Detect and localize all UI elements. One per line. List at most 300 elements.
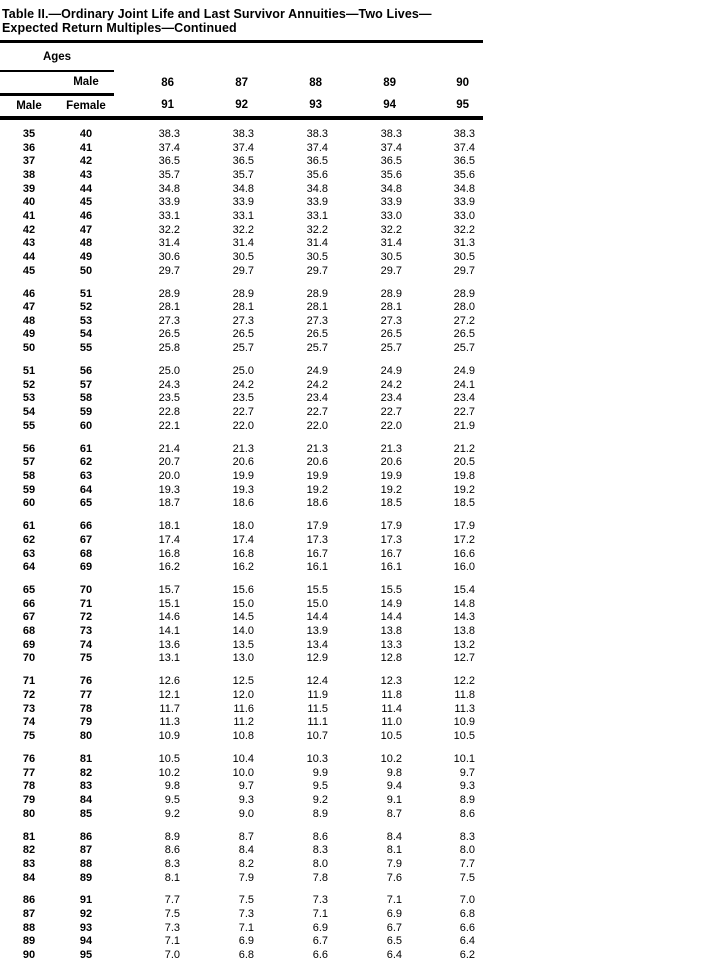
multiple-value-cell: 12.9 xyxy=(306,652,328,665)
multiple-value-cell: 9.3 xyxy=(238,793,254,806)
female-age-cell: 55 xyxy=(79,342,93,355)
male-age-cell: 78 xyxy=(22,780,36,793)
male-age-cell: 54 xyxy=(22,406,36,419)
multiple-value-cell: 28.1 xyxy=(380,301,402,314)
multiple-value-cell: 34.8 xyxy=(306,182,328,195)
multiple-value-cell: 28.0 xyxy=(453,301,475,314)
multiple-value-cell: 10.5 xyxy=(453,730,475,743)
male-age-cell: 83 xyxy=(22,857,36,870)
multiple-value-cell: 27.3 xyxy=(306,314,328,327)
multiple-value-cell: 15.0 xyxy=(232,597,254,610)
female-age-cell: 92 xyxy=(79,908,93,921)
multiple-value-cell: 10.2 xyxy=(158,766,180,779)
multiple-value-cell: 24.2 xyxy=(306,378,328,391)
female-age-cell: 61 xyxy=(79,442,93,455)
col-header-female-94: 94 xyxy=(336,94,410,118)
female-age-cell: 73 xyxy=(79,625,93,638)
multiple-value-cell: 17.9 xyxy=(380,520,402,533)
female-age-cell: 76 xyxy=(79,675,93,688)
table-row xyxy=(0,365,483,379)
multiple-value-cell: 36.5 xyxy=(158,155,180,168)
table-header xyxy=(0,42,483,119)
multiple-value-cell: 9.8 xyxy=(164,780,180,793)
multiple-value-cell: 9.4 xyxy=(386,780,402,793)
multiple-value-cell: 37.4 xyxy=(232,141,254,154)
block-spacer xyxy=(0,744,483,753)
multiple-value-cell: 33.9 xyxy=(158,196,180,209)
female-age-cell: 59 xyxy=(79,406,93,419)
multiple-value-cell: 15.0 xyxy=(306,597,328,610)
multiple-value-cell: 25.0 xyxy=(232,365,254,378)
female-age-cell: 89 xyxy=(79,871,93,884)
multiple-value-cell: 7.0 xyxy=(164,949,180,962)
multiple-value-cell: 8.2 xyxy=(238,857,254,870)
table-row xyxy=(0,794,483,808)
multiple-value-cell: 38.3 xyxy=(232,128,254,140)
multiple-value-cell: 20.0 xyxy=(158,469,180,482)
male-age-cell: 62 xyxy=(22,533,36,546)
multiple-value-cell: 19.2 xyxy=(453,483,475,496)
table-row xyxy=(0,142,483,156)
female-age-cell: 49 xyxy=(79,250,93,263)
multiple-value-cell: 33.1 xyxy=(306,209,328,222)
multiple-value-cell: 17.4 xyxy=(232,533,254,546)
multiple-value-cell: 25.0 xyxy=(158,365,180,378)
block-spacer xyxy=(0,575,483,584)
multiple-value-cell: 14.6 xyxy=(158,611,180,624)
multiple-value-cell: 21.9 xyxy=(453,419,475,432)
multiple-value-cell: 24.1 xyxy=(453,378,475,391)
male-age-cell: 60 xyxy=(22,497,36,510)
male-age-cell: 52 xyxy=(22,378,36,391)
multiple-value-cell: 6.6 xyxy=(459,921,475,934)
male-age-cell: 87 xyxy=(22,908,36,921)
multiple-value-cell: 22.1 xyxy=(158,419,180,432)
male-age-cell: 43 xyxy=(22,237,36,250)
female-age-cell: 68 xyxy=(79,547,93,560)
multiple-value-cell: 11.7 xyxy=(159,702,180,715)
table-title xyxy=(0,0,725,35)
multiple-value-cell: 29.7 xyxy=(158,264,180,277)
multiple-value-cell: 14.0 xyxy=(232,625,254,638)
multiple-value-cell: 18.5 xyxy=(453,497,475,510)
male-age-cell: 65 xyxy=(22,584,36,597)
multiple-value-cell: 18.7 xyxy=(158,497,180,510)
multiple-value-cell: 37.4 xyxy=(453,141,475,154)
multiple-value-cell: 18.6 xyxy=(232,497,254,510)
annuity-table xyxy=(0,40,483,963)
multiple-value-cell: 34.8 xyxy=(158,182,180,195)
table-row xyxy=(0,128,483,142)
multiple-value-cell: 20.6 xyxy=(380,456,402,469)
multiple-value-cell: 26.5 xyxy=(380,328,402,341)
table-row xyxy=(0,392,483,406)
multiple-value-cell: 10.1 xyxy=(453,752,475,765)
female-age-cell: 42 xyxy=(79,155,93,168)
multiple-value-cell: 17.9 xyxy=(453,520,475,533)
multiple-value-cell: 6.9 xyxy=(238,935,254,948)
multiple-value-cell: 11.8 xyxy=(381,689,402,702)
multiple-value-cell: 27.3 xyxy=(232,314,254,327)
multiple-value-cell: 24.9 xyxy=(380,365,402,378)
female-age-cell: 43 xyxy=(79,168,93,181)
header-blank-cell xyxy=(0,71,58,94)
multiple-value-cell: 30.5 xyxy=(453,250,475,263)
multiple-value-cell: 15.7 xyxy=(158,584,180,597)
table-row xyxy=(0,224,483,238)
multiple-value-cell: 25.8 xyxy=(158,342,180,355)
multiple-value-cell: 7.5 xyxy=(459,871,475,884)
header-spacer-cell xyxy=(114,42,483,72)
multiple-value-cell: 26.5 xyxy=(232,328,254,341)
multiple-value-cell: 6.5 xyxy=(386,935,402,948)
multiple-value-cell: 13.5 xyxy=(232,638,254,651)
multiple-value-cell: 35.6 xyxy=(306,168,328,181)
multiple-value-cell: 27.3 xyxy=(380,314,402,327)
table-row xyxy=(0,196,483,210)
multiple-value-cell: 16.8 xyxy=(232,547,254,560)
female-age-cell: 46 xyxy=(79,209,93,222)
multiple-value-cell: 32.2 xyxy=(158,223,180,236)
table-row xyxy=(0,379,483,393)
multiple-value-cell: 22.7 xyxy=(453,406,475,419)
multiple-value-cell: 32.2 xyxy=(232,223,254,236)
multiple-value-cell: 14.1 xyxy=(158,625,180,638)
multiple-value-cell: 11.3 xyxy=(159,716,180,729)
multiple-value-cell: 17.3 xyxy=(380,533,402,546)
block-spacer xyxy=(0,278,483,287)
multiple-value-cell: 9.9 xyxy=(312,766,328,779)
multiple-value-cell: 15.5 xyxy=(380,584,402,597)
col-header-male-86: 86 xyxy=(161,76,174,89)
female-age-cell: 84 xyxy=(79,793,93,806)
table-row xyxy=(0,716,483,730)
multiple-value-cell: 9.8 xyxy=(386,766,402,779)
multiple-value-cell: 15.6 xyxy=(232,584,254,597)
female-age-cell: 67 xyxy=(79,533,93,546)
col-header-female-95: 95 xyxy=(410,94,483,118)
male-age-cell: 75 xyxy=(22,730,36,743)
multiple-value-cell: 36.5 xyxy=(380,155,402,168)
female-age-cell: 62 xyxy=(79,456,93,469)
multiple-value-cell: 10.2 xyxy=(380,752,402,765)
multiple-value-cell: 19.3 xyxy=(232,483,254,496)
table-row xyxy=(0,561,483,575)
female-age-cell: 52 xyxy=(79,301,93,314)
multiple-value-cell: 17.9 xyxy=(306,520,328,533)
table-row xyxy=(0,703,483,717)
multiple-value-cell: 11.5 xyxy=(307,702,328,715)
multiple-value-cell: 22.7 xyxy=(232,406,254,419)
female-age-cell: 69 xyxy=(79,561,93,574)
block-spacer xyxy=(0,356,483,365)
multiple-value-cell: 6.8 xyxy=(459,908,475,921)
table-row xyxy=(0,288,483,302)
multiple-value-cell: 33.9 xyxy=(380,196,402,209)
multiple-value-cell: 33.9 xyxy=(232,196,254,209)
male-age-cell: 68 xyxy=(22,625,36,638)
male-age-cell: 51 xyxy=(22,365,36,378)
table-row xyxy=(0,949,483,963)
multiple-value-cell: 37.4 xyxy=(306,141,328,154)
female-age-cell: 70 xyxy=(79,584,93,597)
multiple-value-cell: 25.7 xyxy=(453,342,475,355)
female-age-cell: 82 xyxy=(79,766,93,779)
male-age-cell: 45 xyxy=(22,264,36,277)
multiple-value-cell: 11.6 xyxy=(233,702,254,715)
female-age-cell: 66 xyxy=(79,520,93,533)
multiple-value-cell: 28.9 xyxy=(232,287,254,300)
col-header-female-92: 92 xyxy=(188,94,262,118)
multiple-value-cell: 33.9 xyxy=(453,196,475,209)
multiple-value-cell: 27.3 xyxy=(158,314,180,327)
multiple-value-cell: 38.3 xyxy=(453,128,475,140)
male-age-cell: 69 xyxy=(22,638,36,651)
multiple-value-cell: 21.3 xyxy=(232,442,254,455)
multiple-value-cell: 8.9 xyxy=(459,793,475,806)
multiple-value-cell: 32.2 xyxy=(453,223,475,236)
multiple-value-cell: 28.9 xyxy=(453,287,475,300)
multiple-value-cell: 10.4 xyxy=(232,752,254,765)
male-age-cell: 64 xyxy=(22,561,36,574)
multiple-value-cell: 12.3 xyxy=(380,675,402,688)
multiple-value-cell: 8.6 xyxy=(164,844,180,857)
multiple-value-cell: 14.8 xyxy=(453,597,475,610)
multiple-value-cell: 33.1 xyxy=(232,209,254,222)
male-age-cell: 72 xyxy=(22,689,36,702)
multiple-value-cell: 11.9 xyxy=(307,689,328,702)
multiple-value-cell: 33.9 xyxy=(306,196,328,209)
multiple-value-cell: 7.5 xyxy=(238,894,254,907)
male-age-cell: 47 xyxy=(22,301,36,314)
multiple-value-cell: 6.4 xyxy=(459,935,475,948)
multiple-value-cell: 8.7 xyxy=(238,830,254,843)
male-age-cell: 38 xyxy=(22,168,36,181)
multiple-value-cell: 9.2 xyxy=(312,793,328,806)
male-age-cell: 37 xyxy=(22,155,36,168)
multiple-value-cell: 19.9 xyxy=(306,469,328,482)
table-row xyxy=(0,922,483,936)
multiple-value-cell: 30.6 xyxy=(158,250,180,263)
multiple-value-cell: 31.4 xyxy=(158,237,180,250)
table-row xyxy=(0,315,483,329)
table-row xyxy=(0,169,483,183)
table-row xyxy=(0,183,483,197)
multiple-value-cell: 18.0 xyxy=(232,520,254,533)
multiple-value-cell: 17.4 xyxy=(158,533,180,546)
multiple-value-cell: 12.6 xyxy=(158,675,180,688)
female-age-cell: 50 xyxy=(79,264,93,277)
block-spacer xyxy=(0,821,483,830)
female-age-cell: 45 xyxy=(79,196,93,209)
multiple-value-cell: 7.0 xyxy=(459,894,475,907)
multiple-value-cell: 8.3 xyxy=(164,857,180,870)
female-age-cell: 74 xyxy=(79,638,93,651)
multiple-value-cell: 38.3 xyxy=(158,128,180,140)
female-age-cell: 71 xyxy=(79,597,93,610)
female-age-cell: 77 xyxy=(79,689,93,702)
male-age-cell: 79 xyxy=(22,793,36,806)
multiple-value-cell: 24.2 xyxy=(232,378,254,391)
multiple-value-cell: 15.5 xyxy=(306,584,328,597)
multiple-value-cell: 9.0 xyxy=(238,807,254,820)
multiple-value-cell: 9.7 xyxy=(238,780,254,793)
multiple-value-cell: 15.4 xyxy=(453,584,475,597)
multiple-value-cell: 10.9 xyxy=(158,730,180,743)
multiple-value-cell: 21.3 xyxy=(306,442,328,455)
multiple-value-cell: 7.3 xyxy=(164,921,180,934)
male-age-cell: 90 xyxy=(22,949,36,962)
multiple-value-cell: 28.1 xyxy=(306,301,328,314)
multiple-value-cell: 17.3 xyxy=(306,533,328,546)
female-age-cell: 57 xyxy=(79,378,93,391)
multiple-value-cell: 31.4 xyxy=(306,237,328,250)
table-row xyxy=(0,443,483,457)
multiple-value-cell: 14.4 xyxy=(306,611,328,624)
multiple-value-cell: 26.5 xyxy=(306,328,328,341)
male-age-cell: 39 xyxy=(22,182,36,195)
male-age-cell: 61 xyxy=(22,520,36,533)
multiple-value-cell: 6.2 xyxy=(459,949,475,962)
multiple-value-cell: 32.2 xyxy=(380,223,402,236)
male-age-cell: 49 xyxy=(22,328,36,341)
multiple-value-cell: 11.2 xyxy=(233,716,254,729)
header-row-male-ages xyxy=(0,71,483,94)
multiple-value-cell: 7.1 xyxy=(164,935,180,948)
table-row xyxy=(0,342,483,356)
multiple-value-cell: 8.1 xyxy=(386,844,402,857)
multiple-value-cell: 13.0 xyxy=(232,652,254,665)
multiple-value-cell: 8.3 xyxy=(459,830,475,843)
multiple-value-cell: 15.1 xyxy=(158,597,180,610)
multiple-value-cell: 19.2 xyxy=(306,483,328,496)
block-spacer xyxy=(0,666,483,675)
multiple-value-cell: 23.4 xyxy=(306,392,328,405)
multiple-value-cell: 9.3 xyxy=(459,780,475,793)
multiple-value-cell: 24.9 xyxy=(453,365,475,378)
col-header-male-88: 88 xyxy=(309,76,322,89)
female-age-cell: 91 xyxy=(79,894,93,907)
table-row xyxy=(0,894,483,908)
table-row xyxy=(0,753,483,767)
multiple-value-cell: 10.9 xyxy=(453,716,475,729)
multiple-value-cell: 6.7 xyxy=(312,935,328,948)
table-row xyxy=(0,520,483,534)
multiple-value-cell: 10.3 xyxy=(306,752,328,765)
multiple-value-cell: 20.5 xyxy=(453,456,475,469)
multiple-value-cell: 20.6 xyxy=(306,456,328,469)
multiple-value-cell: 9.5 xyxy=(164,793,180,806)
multiple-value-cell: 16.1 xyxy=(380,561,402,574)
female-age-cell: 54 xyxy=(79,328,93,341)
multiple-value-cell: 24.3 xyxy=(158,378,180,391)
male-age-cell: 70 xyxy=(22,652,36,665)
multiple-value-cell: 28.9 xyxy=(380,287,402,300)
female-age-cell: 60 xyxy=(79,419,93,432)
female-age-cell: 51 xyxy=(79,287,93,300)
block-spacer xyxy=(0,885,483,894)
multiple-value-cell: 24.9 xyxy=(306,365,328,378)
table-row xyxy=(0,767,483,781)
multiple-value-cell: 29.7 xyxy=(453,264,475,277)
multiple-value-cell: 8.6 xyxy=(459,807,475,820)
multiple-value-cell: 34.8 xyxy=(453,182,475,195)
male-age-cell: 50 xyxy=(22,342,36,355)
multiple-value-cell: 23.4 xyxy=(380,392,402,405)
multiple-value-cell: 35.7 xyxy=(158,168,180,181)
multiple-value-cell: 28.1 xyxy=(158,301,180,314)
multiple-value-cell: 13.2 xyxy=(453,638,475,651)
multiple-value-cell: 13.8 xyxy=(380,625,402,638)
multiple-value-cell: 9.7 xyxy=(459,766,475,779)
male-age-cell: 36 xyxy=(22,141,36,154)
multiple-value-cell: 19.3 xyxy=(158,483,180,496)
multiple-value-cell: 7.3 xyxy=(312,894,328,907)
multiple-value-cell: 21.4 xyxy=(158,442,180,455)
multiple-value-cell: 31.3 xyxy=(453,237,475,250)
female-age-cell: 85 xyxy=(79,807,93,820)
female-age-cell: 72 xyxy=(79,611,93,624)
multiple-value-cell: 12.5 xyxy=(232,675,254,688)
female-age-cell: 47 xyxy=(79,223,93,236)
table-row xyxy=(0,155,483,169)
female-age-cell: 40 xyxy=(79,128,93,140)
table-row xyxy=(0,328,483,342)
female-age-cell: 79 xyxy=(79,716,93,729)
multiple-value-cell: 33.1 xyxy=(158,209,180,222)
multiple-value-cell: 36.5 xyxy=(453,155,475,168)
multiple-value-cell: 11.8 xyxy=(454,689,475,702)
female-age-cell: 58 xyxy=(79,392,93,405)
multiple-value-cell: 7.1 xyxy=(312,908,328,921)
male-age-cell: 81 xyxy=(22,830,36,843)
male-age-cell: 76 xyxy=(22,752,36,765)
table-row xyxy=(0,265,483,279)
multiple-value-cell: 33.0 xyxy=(453,209,475,222)
multiple-value-cell: 13.6 xyxy=(158,638,180,651)
multiple-value-cell: 8.9 xyxy=(164,830,180,843)
multiple-value-cell: 31.4 xyxy=(380,237,402,250)
male-age-cell: 44 xyxy=(22,250,36,263)
col-header-female-93: 93 xyxy=(262,94,336,118)
multiple-value-cell: 6.6 xyxy=(312,949,328,962)
multiple-value-cell: 12.8 xyxy=(380,652,402,665)
male-age-cell: 82 xyxy=(22,844,36,857)
table-row xyxy=(0,210,483,224)
table-row xyxy=(0,251,483,265)
female-age-cell: 56 xyxy=(79,365,93,378)
multiple-value-cell: 34.8 xyxy=(380,182,402,195)
multiple-value-cell: 8.1 xyxy=(164,871,180,884)
male-age-cell: 67 xyxy=(22,611,36,624)
multiple-value-cell: 16.7 xyxy=(380,547,402,560)
multiple-value-cell: 7.1 xyxy=(386,894,402,907)
multiple-value-cell: 22.0 xyxy=(232,419,254,432)
multiple-value-cell: 16.1 xyxy=(306,561,328,574)
table-row xyxy=(0,652,483,666)
multiple-value-cell: 19.9 xyxy=(232,469,254,482)
multiple-value-cell: 10.5 xyxy=(380,730,402,743)
male-age-cell: 58 xyxy=(22,469,36,482)
multiple-value-cell: 29.7 xyxy=(380,264,402,277)
header-row-female-ages xyxy=(0,94,483,118)
male-age-cell: 35 xyxy=(22,128,36,140)
multiple-value-cell: 14.3 xyxy=(453,611,475,624)
multiple-value-cell: 37.4 xyxy=(380,141,402,154)
table-row xyxy=(0,831,483,845)
table-title-line2: Expected Return Multiples—Continued xyxy=(2,21,237,35)
multiple-value-cell: 35.6 xyxy=(380,168,402,181)
